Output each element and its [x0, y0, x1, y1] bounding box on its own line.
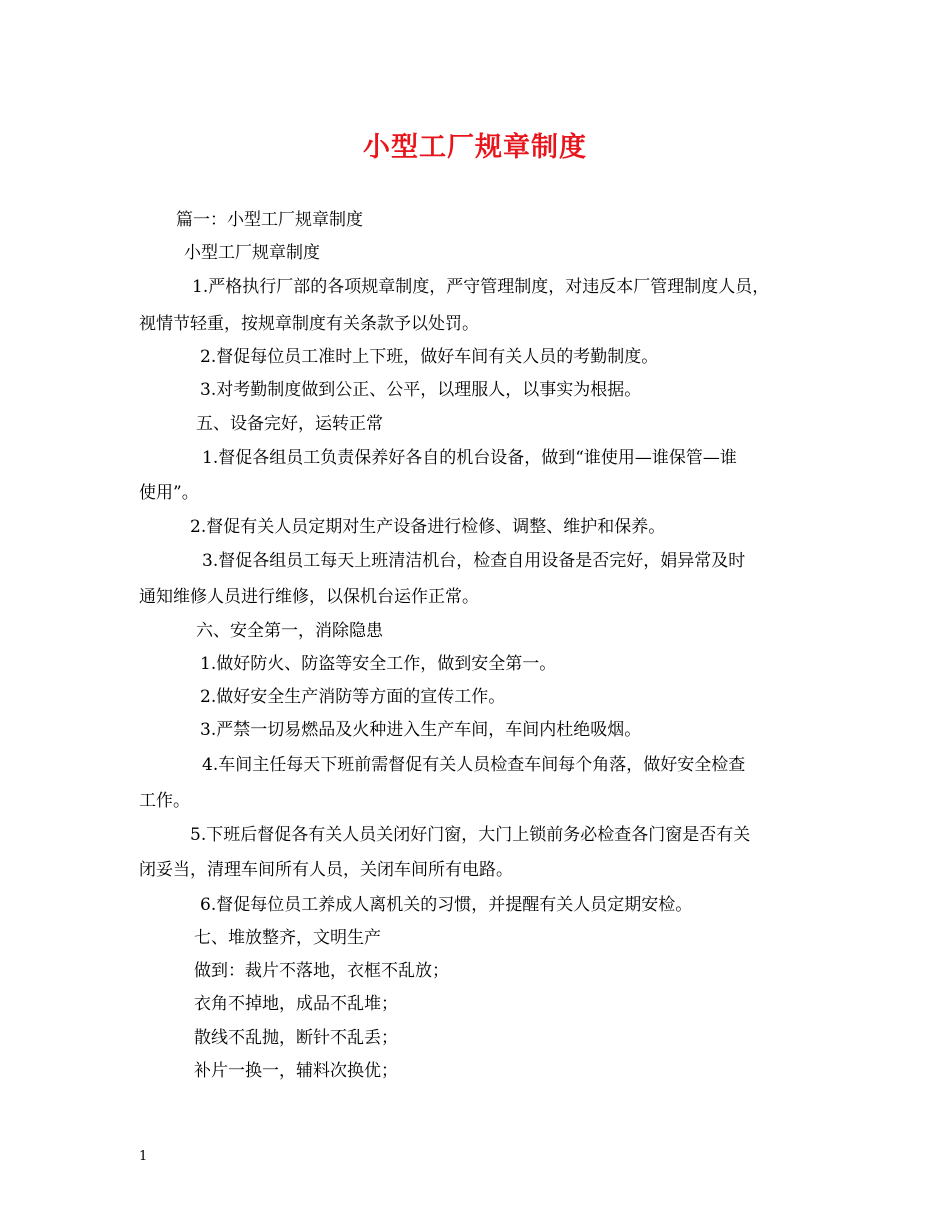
text-line: 使用”。	[139, 483, 199, 503]
text-line: 3.督促各组员工每天上班清洁机台，检查自用设备是否完好，娟异常及时	[202, 551, 746, 571]
text-line: 1.督促各组员工负责保养好各自的机台设备，做到“谁使用—谁保管—谁	[202, 448, 737, 468]
document-title: 小型工厂规章制度	[363, 132, 587, 163]
text-line: 衣角不掉地，成品不乱堆；	[194, 994, 398, 1014]
text-line: 补片一换一，辅料次换优；	[194, 1061, 398, 1081]
text-line: 工作。	[139, 791, 190, 811]
text-line: 6.督促每位员工养成人离机关的习惯，并提醒有关人员定期安检。	[200, 895, 693, 915]
text-line: 篇一：小型工厂规章制度	[176, 210, 363, 230]
text-line: 5.下班后督促各有关人员关闭好门窗，大门上锁前务必检查各门窗是否有关	[190, 825, 751, 845]
text-line: 3.严禁一切易燃品及火种进入生产车间，车间内杜绝吸烟。	[200, 720, 642, 740]
section-heading: 七、堆放整齐，文明生产	[194, 928, 381, 948]
text-line: 小型工厂规章制度	[184, 243, 320, 263]
text-line: 2.做好安全生产消防等方面的宣传工作。	[200, 687, 506, 707]
text-line: 做到：裁片不落地，衣框不乱放；	[194, 961, 449, 981]
text-line: 闭妥当，清理车间所有人员，关闭车间所有电路。	[139, 860, 513, 880]
text-line: 通知维修人员进行维修，以保机台运作正常。	[139, 587, 479, 607]
text-line: 散线不乱抛，断针不乱丢；	[194, 1028, 398, 1048]
text-line: 4.车间主任每天下班前需督促有关人员检查车间每个角落，做好安全检查	[202, 755, 746, 775]
page-number: 1	[139, 1149, 148, 1164]
text-line: 2.督促有关人员定期对生产设备进行检修、调整、维护和保养。	[190, 517, 666, 537]
section-heading: 六、安全第一，消除隐患	[196, 621, 383, 641]
text-line: 2.督促每位员工准时上下班，做好车间有关人员的考勤制度。	[200, 347, 659, 367]
text-line: 视情节轻重，按规章制度有关条款予以处罚。	[139, 314, 479, 334]
text-line: 1.做好防火、防盗等安全工作，做到安全第一。	[200, 654, 557, 674]
text-line: 1.严格执行厂部的各项规章制度，严守管理制度，对违反本厂管理制度人员，	[192, 277, 770, 297]
text-line: 3.对考勤制度做到公正、公平，以理服人，以事实为根据。	[200, 380, 642, 400]
section-heading: 五、设备完好，运转正常	[196, 414, 383, 434]
